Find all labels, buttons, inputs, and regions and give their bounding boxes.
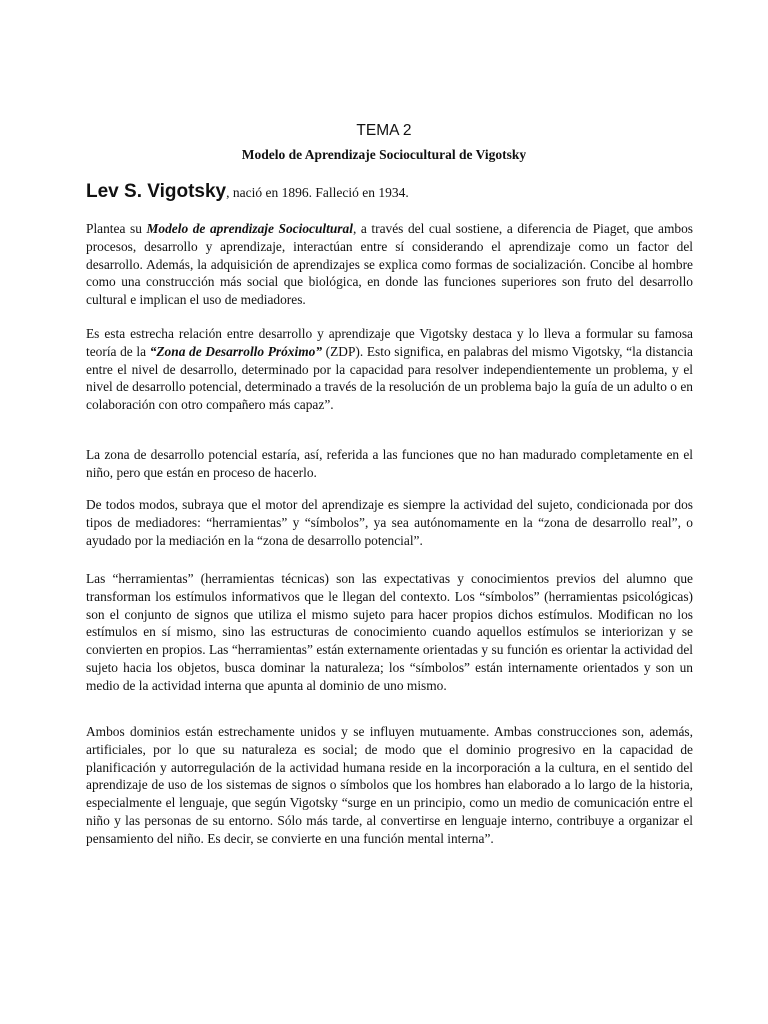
document-subtitle: Modelo de Aprendizaje Sociocultural de Vigotsky	[241, 147, 527, 162]
theme-heading: TEMA 2	[356, 122, 412, 139]
paragraph-model-emphasis: Modelo de aprendizaje Sociocultural	[146, 221, 353, 236]
paragraph-mediators: De todos modos, subraya que el motor del aprendizaje es siempre la actividad del sujeto, condicionada por dos tipos de mediadores: “herramientas” y “símbolos”, ya sea autónomamente en la “zona de desarrollo real”, o ayudado por la mediación en la “zona de desarrollo potencial”.	[86, 497, 693, 548]
paragraph-zdp-end: (ZDP). Esto significa, en palabras del mismo Vigotsky, “la distancia entre el nivel de desarrollo, determinado por la capacidad para resolver independientemente un problema, y el nivel de desarrollo potencial, determinado a través de la resolución de un problema bajo la guía de un adulto o en colaboración con otro compañero más capaz”.	[86, 343, 693, 413]
paragraph-model-start: Plantea su	[86, 221, 147, 236]
paragraph-zdp	[86, 325, 693, 414]
paragraph-zdp-emphasis: “Zona de Desarrollo Próximo”	[149, 343, 323, 359]
paragraph-model	[86, 220, 693, 309]
paragraph-potential-zone: La zona de desarrollo potencial estaría, así, referida a las funciones que no han madurado completamente en el niño, pero que están en proceso de hacerlo.	[86, 447, 693, 480]
paragraph-domains: Ambos dominios están estrechamente unidos y se influyen mutuamente. Ambas construcciones son, además, artificiales, por lo que su naturaleza es social; de modo que el dominio progresivo en la capacidad de planificación y autorregulación de la actividad humana reside en la incorporación a la cultura, en el sentido del aprendizaje de uso de los sistemas de signos o símbolos que los hombres han elaborado a lo largo de la historia, especialmente el lenguaje, que según Vigotsky “surge en un principio, como un medio de comunicación entre el niño y las personas de su entorno. Sólo más tarde, al convertirse en lenguaje interno, contribuye a organizar el pensamiento del niño. Es decir, se convierte en una función mental interna”.	[86, 724, 693, 846]
paragraph-model-end: , a través del cual sostiene, a diferencia de Piaget, que ambos procesos, desarrollo y aprendizaje, interactúan entre sí considerando el aprendizaje como un factor del desarrollo. Además, la adquisición de aprendizajes se explica como formas de socialización. Concibe al hombre como una construcción más social que biológica, en donde las funciones superiores son fruto del desarrollo cultural e implican el uso de mediadores.	[86, 221, 693, 308]
author-intro	[86, 180, 696, 205]
paragraph-tools-symbols: Las “herramientas” (herramientas técnicas) son las expectativas y conocimientos previos del alumno que transforman los estímulos informativos que le llegan del contexto. Los “símbolos” (herramientas psicológicas) son el conjunto de signos que utiliza el mismo sujeto para hacer propios dichos estímulos. Modifican no los estímulos en sí mismo, sino las estructuras de conocimiento cuando aquellos estímulos se interiorizan y se convierten en propios. Las “herramientas” están externamente orientadas y su función es orientar la actividad del sujeto hacia los objetos, busca dominar la naturaleza; los “símbolos” están internamente orientados y son un medio de la actividad interna que apunta al dominio de uno mismo.	[86, 571, 693, 693]
author-name: Lev S. Vigotsky	[86, 181, 227, 202]
author-dates: , nació en 1896. Falleció en 1934.	[226, 185, 409, 200]
paragraph-zdp-start: Es esta estrecha relación entre desarrollo y aprendizaje que Vigotsky destaca y lo lleva a formular su famosa teoría de la	[86, 326, 693, 359]
